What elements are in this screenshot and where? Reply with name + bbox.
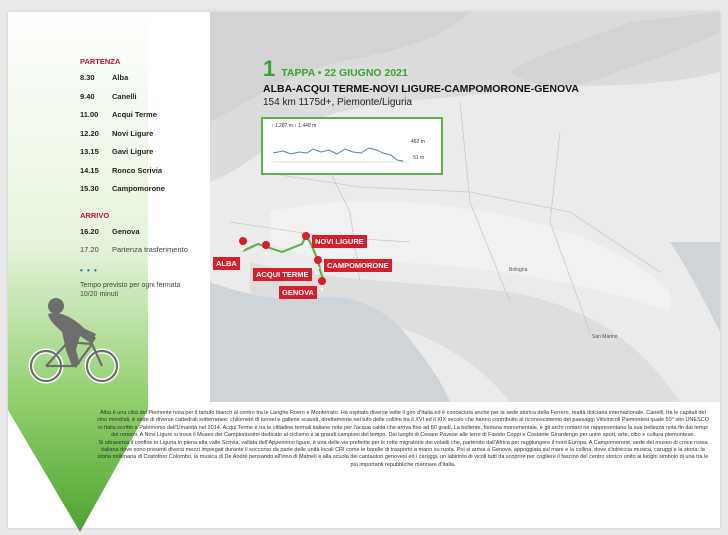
- stage-description: [96, 410, 710, 469]
- city-label: San Marino: [592, 334, 618, 340]
- stop-time-note: Tempo previsto per ogni fermata 10/20 minuti: [80, 281, 181, 298]
- description-paragraph: Si attraversa il confine in Liguria in piena alta valle Scrivia, vallata dell'Appennino ligure, è una delle vie preferite per le rotte migratorie dei volatili che, partendo dall'Africa per raggiungere il nord Europa. A Campomorone, sede del museo di croce rossa italiana dove sono presenti diversi mezzi impiegati durante il soccorso da parte delle unità locali CRI come le barelle di trasporto a mano su ruota. Poi si arriva a Genova, appoggiata sul mare e la collina, dove s'intreccia musica, caruggi e la storia: la storia millenaria di Cristoforo Colombo, la musica di De André pensando all'inno di Mameli e alla scuola dei cantautori genovesi ed i caruggi, un labirinto di vicoli tutti da scoprire per cogliere il fascino del centro storico unito ai luoghi simbolo di una tra le più importanti repubbliche marinare d'Italia.: [97, 439, 709, 468]
- description-paragraph: Alba è una città del Piemonte nota per il tartufo bianco al centro tra le Langhe Roero e Monferrato. Ha ospitato diverse volte il giro d'Italia ed è conosciuta anche per la sede storica della Ferrero, realtà dolciaria internazionale. Canelli, tra le capitali del vino mondiali, è sede di diverse cattedrali sotterranee: chilometri di tunnel e gallerie scavati, direttamente nel tufo delle colline tra il XVI ed il XIX secolo che hanno contribuito al riconoscimento dei paesaggi Vitivinicoli Piemontesi quale 50° sito UNESCO in Italia iscritto a Patrimonio dell'Umanità nel 2014. Acqui Terme è tra le cittadine termali italiane note per l'acqua calda che arriva fino ad 80 gradi. La bollente, fontana monumentale, e gli archi romani ne rappresentano la sua bellezza nota fin dai tempi dei romani. A Novi Ligure si trova il Museo dei Campionissimi dedicato al ciclismo e ai grandi campioni del tempo. Dai luoghi di Cesare Pavese alle terre di Fausto Coppi e Costante Girardengo per unire sport, arte, cibo e cultura piemontese.: [96, 410, 709, 439]
- schedule-row: 14.15 Ronco Scrivia: [80, 165, 163, 175]
- elevation-min-label: 51 m: [413, 155, 425, 161]
- stage-subtitle: 154 km 1175d+, Piemonte/Liguria: [263, 97, 413, 108]
- separator-dots: • • •: [80, 265, 98, 275]
- schedule-row: 11.00 Acqui Terme: [80, 110, 157, 119]
- arrival-row: 16.20 Genova: [80, 226, 140, 236]
- schedule-row: 13.15 Gavi Ligure: [80, 147, 154, 156]
- elevation-profile: [261, 117, 443, 175]
- schedule: [80, 57, 210, 299]
- cyclist-icon: [26, 292, 126, 392]
- map-label-alba: ALBA: [213, 257, 240, 270]
- elevation-gain-label: ↑ 1.287 m ↓ 1.448 m: [271, 123, 317, 129]
- city-label: Bologna: [509, 267, 528, 273]
- schedule-row: 9.40 Canelli: [80, 91, 137, 101]
- map-label-campomorone: CAMPOMORONE: [324, 259, 392, 272]
- schedule-row: 15.30 Campomorone: [80, 184, 165, 193]
- map-label-genova: GENOVA: [279, 286, 317, 299]
- schedule-row: 8.30 Alba: [80, 73, 129, 82]
- stage-title: ALBA-ACQUI TERME-NOVI LIGURE-CAMPOMORONE-GENOVA: [263, 83, 579, 95]
- stage-header: [263, 56, 623, 108]
- stage-number: 1: [263, 56, 276, 81]
- schedule-row: 12.20 Novi Ligure: [80, 128, 154, 138]
- map-label-novi-ligure: NOVI LIGURE: [312, 235, 367, 248]
- transfer-row: 17.20 Partenza trasferimento: [80, 245, 188, 254]
- stage-date: TAPPA • 22 GIUGNO 2021: [281, 67, 408, 79]
- map-label-acqui-terme: ACQUI TERME: [253, 268, 312, 281]
- arrival-header: ARRIVO: [80, 210, 110, 220]
- departure-header: PARTENZA: [80, 57, 121, 66]
- elevation-max-label: 463 m: [411, 139, 425, 145]
